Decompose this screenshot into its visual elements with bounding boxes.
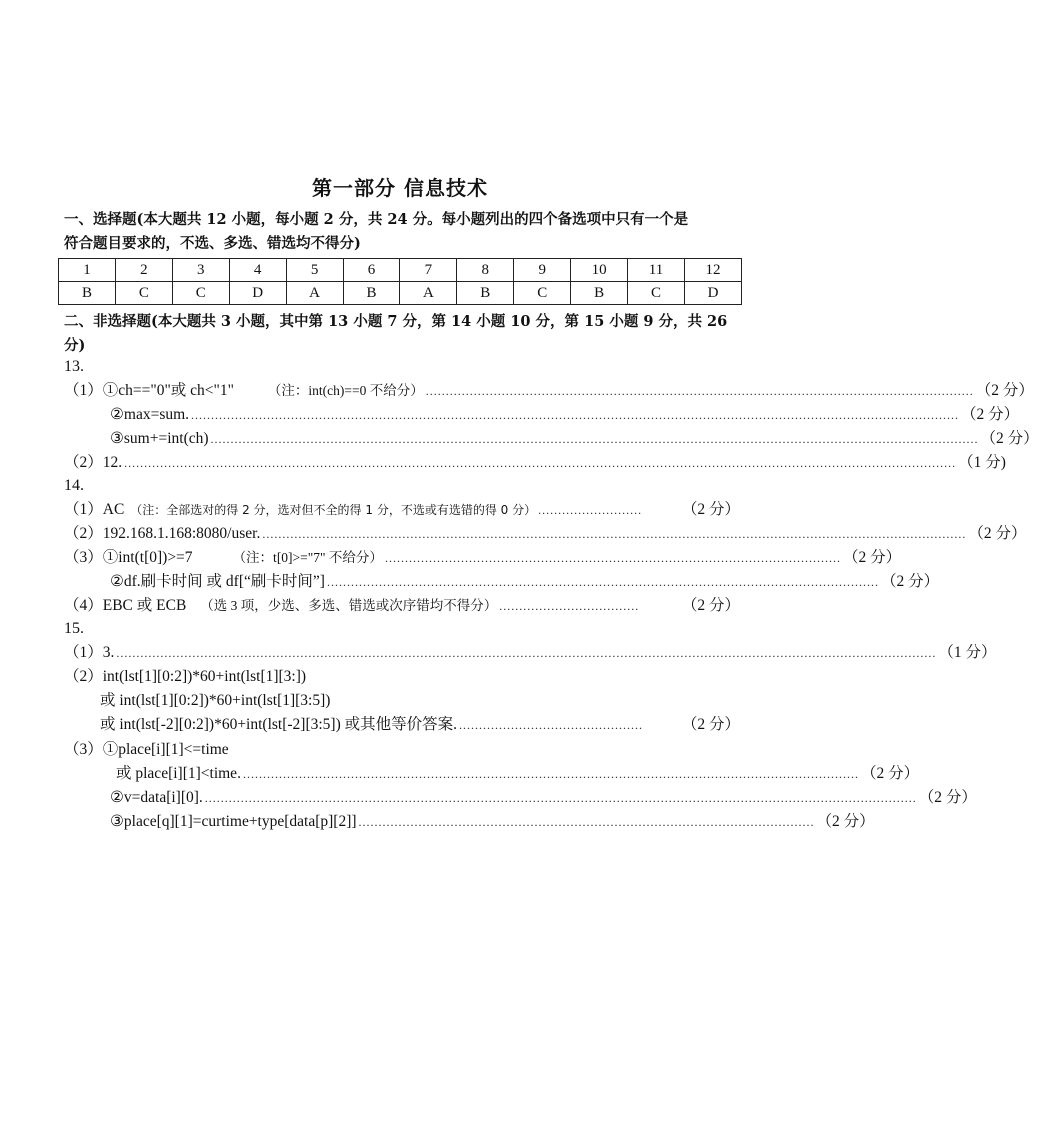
q15-answer-1-row bbox=[64, 642, 997, 664]
table-cell: D bbox=[684, 282, 741, 305]
q13-answer-4-row bbox=[64, 452, 1006, 474]
section2-heading-line2: 分) bbox=[64, 337, 86, 354]
q15-answer-3-line4-score: （2 分） bbox=[816, 813, 875, 830]
q14-answer-4-row bbox=[64, 595, 740, 617]
section2-heading bbox=[64, 310, 740, 358]
q13-answer-2: ②max=sum. bbox=[110, 406, 190, 423]
leader-dots: ................................... bbox=[499, 599, 640, 613]
q15-answer-1-score: （1 分） bbox=[938, 644, 997, 661]
table-cell: B bbox=[571, 282, 628, 305]
table-cell: B bbox=[59, 282, 116, 305]
leader-dots: .................................................................................................................. bbox=[384, 551, 841, 565]
q14-answer-3-2: ②df.刷卡时间 或 df[“刷卡时间”] bbox=[110, 573, 325, 590]
q14-answer-3-row bbox=[64, 547, 902, 569]
q14-answer-4: （4）EBC 或 ECB bbox=[64, 597, 187, 614]
q15-answer-3-line4: ③place[q][1]=curtime+type[data[p][2]] bbox=[110, 813, 357, 830]
q13-answer-3-row bbox=[110, 428, 1039, 450]
q14-answer-3-1: （3）①int(t[0])>=7 bbox=[64, 549, 193, 566]
q15-answer-2-line3: 或 int(lst[-2][0:2])*60+int(lst[-2][3:5]) 或其他等价答案. bbox=[100, 716, 458, 733]
q14-answer-3-2-score: （2 分） bbox=[880, 573, 940, 590]
leader-dots: .............................................. bbox=[459, 718, 644, 732]
table-cell: 9 bbox=[514, 259, 571, 282]
table-cell: A bbox=[286, 282, 343, 305]
answer-row bbox=[59, 282, 742, 305]
q13-answer-b-score: （1 分) bbox=[958, 454, 1006, 471]
q13-answer-3: ③sum+=int(ch) bbox=[110, 430, 209, 447]
q14-answer-4-note: （选 3 项，少选、多选、错选或次序错均不得分） bbox=[200, 598, 498, 613]
table-cell: 3 bbox=[172, 259, 229, 282]
table-cell: 7 bbox=[400, 259, 457, 282]
q15-answer-3-line3-row bbox=[110, 787, 977, 809]
table-cell: D bbox=[229, 282, 286, 305]
question-13-number: 13. bbox=[64, 358, 84, 375]
q13-answer-2-score: （2 分） bbox=[961, 406, 1020, 423]
table-cell: 8 bbox=[457, 259, 514, 282]
table-cell: 6 bbox=[343, 259, 400, 282]
q15-answer-3-line2-row bbox=[116, 763, 920, 785]
choice-answer-table bbox=[58, 258, 742, 305]
leader-dots: .......................................................................................................................................... bbox=[326, 575, 879, 589]
leader-dots: ................................................................................................................................................................................................ bbox=[191, 408, 960, 422]
q14-answer-1-note: （注：全部选对的得 2 分，选对但不全的得 1 分，不选或有选错的得 0 分） bbox=[130, 503, 537, 517]
leader-dots: .................................................................................................................................................................................. bbox=[204, 791, 917, 805]
q13-answer-1-note: （注：int(ch)==0 不给分） bbox=[267, 383, 424, 398]
q14-answer-2: （2）192.168.1.168:8080/user. bbox=[64, 525, 261, 542]
q13-answer-3-score: （2 分） bbox=[980, 430, 1039, 447]
q15-answer-3-line3: ②v=data[i][0]. bbox=[110, 789, 203, 806]
q15-answer-3-line2-score: （2 分） bbox=[860, 765, 920, 782]
table-cell: 5 bbox=[286, 259, 343, 282]
q14-answer-3-1-score: （2 分） bbox=[842, 549, 902, 566]
q14-answer-2-score: （2 分） bbox=[968, 525, 1027, 542]
q15-answer-3-line3-score: （2 分） bbox=[918, 789, 977, 806]
section1-heading-line2: 符合题目要求的，不选、多选、错选均不得分) bbox=[64, 235, 361, 252]
q13-answer-b: （2）12. bbox=[64, 454, 123, 471]
q14-answer-2-row bbox=[64, 523, 1027, 545]
q15-answer-1: （1）3. bbox=[64, 644, 115, 661]
leader-dots: ......................................................................................................................................... bbox=[425, 384, 974, 398]
table-cell: 10 bbox=[571, 259, 628, 282]
q15-answer-2-line3-row bbox=[100, 714, 740, 736]
q14-answer-1-row bbox=[64, 499, 740, 521]
q14-answer-3-1-note: （注：t[0]>="7" 不给分） bbox=[232, 550, 383, 565]
table-cell: 1 bbox=[59, 259, 116, 282]
q15-answer-2-line2: 或 int(lst[1][0:2])*60+int(lst[1][3:5]) bbox=[100, 692, 331, 709]
table-cell: B bbox=[343, 282, 400, 305]
table-cell: C bbox=[115, 282, 172, 305]
q13-answer-1: （1）①ch=="0"或 ch<"1" bbox=[64, 382, 234, 399]
q14-answer-1: （1）AC bbox=[64, 501, 125, 518]
section1-heading bbox=[64, 208, 740, 256]
table-cell: C bbox=[172, 282, 229, 305]
leader-dots: .................................................................................................................. bbox=[358, 815, 815, 829]
q13-answer-2-row bbox=[110, 404, 1020, 426]
section1-heading-line1: 一、选择题(本大题共 12 小题，每小题 2 分，共 24 分。每小题列出的四个备选项中只有一个是 bbox=[64, 211, 689, 228]
q15-answer-3-line4-row bbox=[110, 811, 875, 833]
table-cell: C bbox=[514, 282, 571, 305]
q13-answer-1-row bbox=[64, 380, 1034, 402]
q14-answer-3-2-row bbox=[110, 571, 940, 593]
q14-answer-1-score: （2 分） bbox=[681, 501, 740, 518]
table-cell: 4 bbox=[229, 259, 286, 282]
table-cell: C bbox=[628, 282, 685, 305]
q15-answer-2-score: （2 分） bbox=[681, 716, 740, 733]
question-number-row bbox=[59, 259, 742, 282]
q15-answer-2-line1: （2）int(lst[1][0:2])*60+int(lst[1][3:]) bbox=[64, 668, 307, 685]
leader-dots: ................................................................................................................................................................................................ bbox=[210, 432, 979, 446]
leader-dots: ................................................................................................................................................................................ bbox=[262, 527, 967, 541]
question-14-number: 14. bbox=[64, 477, 84, 494]
leader-dots: ............................................................................................................................................................................................................. bbox=[116, 646, 937, 660]
leader-dots: .......................................................................................................................................................... bbox=[242, 767, 859, 781]
table-cell: 11 bbox=[628, 259, 685, 282]
q15-answer-3-line2: 或 place[i][1]<time. bbox=[116, 765, 241, 782]
leader-dots: ................................................................................................................................................................................................................ bbox=[124, 456, 957, 470]
table-cell: B bbox=[457, 282, 514, 305]
q15-answer-3-line1: （3）①place[i][1]<=time bbox=[64, 741, 229, 758]
table-cell: A bbox=[400, 282, 457, 305]
page-title: 第一部分 信息技术 bbox=[312, 176, 488, 200]
question-15-number: 15. bbox=[64, 620, 84, 637]
leader-dots: .......................... bbox=[538, 503, 643, 517]
section2-heading-line1: 二、非选择题(本大题共 3 小题，其中第 13 小题 7 分，第 14 小题 10 分，第 15 小题 9 分，共 26 bbox=[64, 313, 728, 330]
table-cell: 2 bbox=[115, 259, 172, 282]
q13-answer-1-score: （2 分） bbox=[975, 382, 1034, 399]
table-cell: 12 bbox=[684, 259, 741, 282]
q14-answer-4-score: （2 分） bbox=[681, 597, 740, 614]
